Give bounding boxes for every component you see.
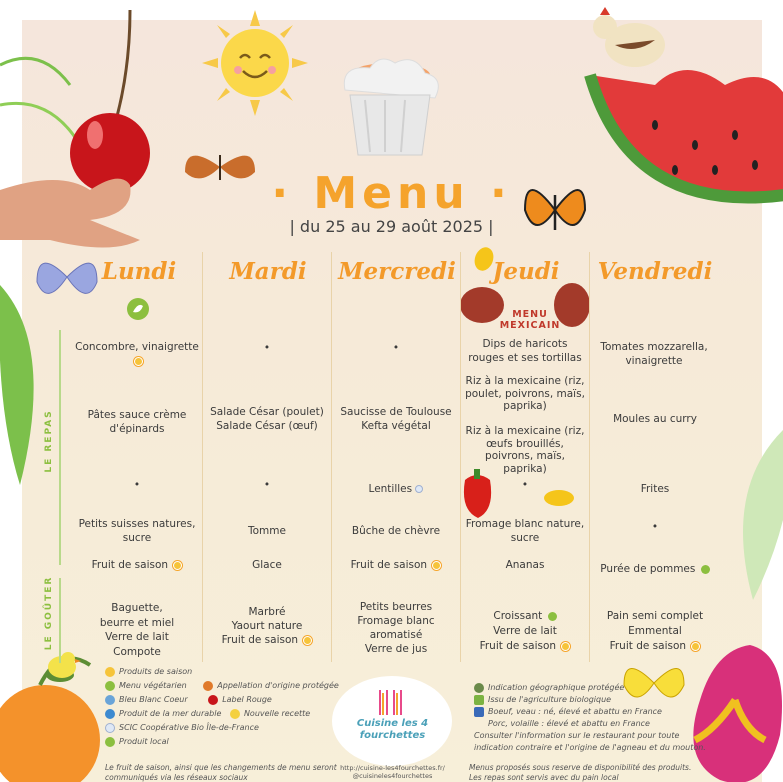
snack-item bbox=[460, 609, 590, 624]
legend-item bbox=[474, 694, 706, 706]
column-divider bbox=[202, 252, 203, 662]
legend-item bbox=[474, 706, 706, 718]
menu-title: · Menu · bbox=[271, 168, 512, 219]
vendredi-starter: Tomates mozzarella, vinaigrette bbox=[600, 341, 708, 367]
logo-text: Cuisine les 4 fourchettes bbox=[356, 718, 429, 741]
seasonal-icon bbox=[561, 642, 570, 651]
mardi-snack bbox=[202, 605, 332, 647]
vendredi-side: Frites bbox=[640, 483, 670, 495]
mercredi-main bbox=[331, 405, 461, 433]
legend-label: Porc, volaille : élevé et abattu en France bbox=[488, 719, 650, 728]
legend-label: Bleu Blanc Coeur bbox=[119, 695, 188, 704]
footer-note: communiqués via les réseaux sociaux bbox=[105, 773, 248, 782]
bio-idf-icon bbox=[105, 723, 115, 733]
snack-item: beurre et miel bbox=[99, 616, 175, 629]
snack-item-text: Fruit de saison bbox=[609, 640, 687, 652]
jeudi-dairy: Fromage blanc nature, sucre bbox=[465, 518, 585, 544]
mardi-starter: • bbox=[263, 342, 271, 354]
mardi-dessert: Glace bbox=[252, 559, 282, 571]
mardi-dairy: Tomme bbox=[248, 525, 286, 537]
legend-label: Issu de l'agriculture biologique bbox=[488, 695, 612, 704]
mercredi-dessert-text: Fruit de saison bbox=[350, 559, 428, 571]
snack-item: Compote bbox=[113, 645, 161, 658]
meals-rule bbox=[59, 330, 61, 565]
vendredi-dessert bbox=[590, 562, 720, 576]
column-divider bbox=[589, 252, 590, 662]
jeudi-main-2: Riz à la mexicaine (riz, œufs brouillés, poivrons, maïs, paprika) bbox=[465, 425, 585, 475]
snack-rule bbox=[59, 578, 61, 663]
day-header-jeudi: Jeudi bbox=[492, 258, 560, 285]
snack-item-text: Croissant bbox=[493, 610, 543, 622]
legend-item bbox=[105, 721, 339, 735]
fork-logo-icon bbox=[375, 688, 415, 718]
social-handle[interactable]: @cuisineles4fourchettes bbox=[352, 772, 433, 780]
seasonal-icon bbox=[134, 357, 143, 366]
legend-label: Label Rouge bbox=[222, 695, 272, 704]
lundi-main bbox=[72, 408, 202, 436]
lundi-starter bbox=[72, 340, 202, 368]
day-header-lundi: Lundi bbox=[101, 258, 177, 285]
mercredi-side-text: Lentilles bbox=[368, 483, 413, 495]
snack-item bbox=[202, 633, 332, 647]
vendredi-snack bbox=[590, 609, 720, 654]
igp-icon bbox=[474, 683, 484, 693]
snack-item: Baguette, bbox=[111, 602, 163, 614]
seasonal-icon bbox=[432, 561, 441, 570]
lundi-starter-text: Concombre, vinaigrette bbox=[75, 341, 199, 353]
legend-label: Produit local bbox=[119, 737, 169, 746]
main-option: Saucisse de Toulouse bbox=[340, 406, 452, 418]
snack-item bbox=[460, 639, 590, 654]
day-header-mercredi: Mercredi bbox=[338, 258, 456, 285]
sustainable-seafood-icon bbox=[105, 709, 115, 719]
footer-note: Menus proposés sous reserve de disponibilité des produits. bbox=[469, 763, 692, 772]
snack-item: Marbré bbox=[248, 606, 286, 618]
bio-idf-icon bbox=[415, 485, 423, 493]
snack-item bbox=[590, 639, 720, 654]
lundi-side: • bbox=[133, 479, 141, 491]
palm-leaf-left-illustration bbox=[0, 285, 50, 505]
jeudi-side: • bbox=[521, 479, 529, 491]
vendredi-main: Moules au curry bbox=[613, 413, 697, 425]
mercredi-dessert bbox=[331, 558, 461, 572]
seasonal-icon bbox=[691, 642, 700, 651]
legend-item bbox=[105, 679, 339, 693]
lundi-main-text: Pâtes sauce crème d'épinards bbox=[87, 409, 187, 435]
date-range: | du 25 au 29 août 2025 | bbox=[289, 217, 494, 236]
legend-left bbox=[105, 665, 339, 749]
legend-right bbox=[474, 682, 706, 754]
vegetarian-icon bbox=[105, 681, 115, 691]
snack-item: Petits beurres bbox=[359, 601, 433, 613]
bleu-blanc-coeur-icon bbox=[105, 695, 115, 705]
jeudi-main-1: Riz à la mexicaine (riz, poulet, poivrons, maïs, paprika) bbox=[465, 375, 585, 412]
palm-leaf-right-illustration bbox=[725, 430, 783, 600]
footer-note: Le fruit de saison, ainsi que les changements de menu seront bbox=[105, 763, 337, 772]
jeudi-snack bbox=[460, 609, 590, 654]
sun-illustration bbox=[200, 8, 310, 118]
main-option: Salade César (poulet) bbox=[210, 406, 324, 418]
organic-icon bbox=[474, 695, 484, 705]
mercredi-starter: • bbox=[392, 342, 400, 354]
lundi-dessert-text: Fruit de saison bbox=[91, 559, 169, 571]
legend-item bbox=[105, 735, 339, 749]
mardi-side: • bbox=[263, 479, 271, 491]
jeudi-starter: Dips de haricots rouges et ses tortillas bbox=[468, 338, 582, 364]
aop-icon bbox=[203, 681, 213, 691]
snack-item: Yaourt nature bbox=[231, 620, 303, 632]
lundi-dessert bbox=[72, 558, 202, 572]
new-recipe-icon bbox=[230, 709, 240, 719]
main-option: Kefta végétal bbox=[361, 420, 431, 432]
footer-note: Les repas sont servis avec du pain local bbox=[469, 773, 619, 782]
website-link[interactable]: http://cuisine-les4fourchettes.fr/ bbox=[340, 764, 445, 772]
vendredi-dessert-text: Purée de pommes bbox=[600, 563, 696, 575]
chef-hat-illustration bbox=[325, 35, 455, 165]
footer-left bbox=[105, 763, 337, 782]
snack-item: Pain semi complet bbox=[606, 610, 704, 622]
legend-label: Consulter l'information sur le restaurant pour toute bbox=[474, 731, 680, 740]
legend-item bbox=[105, 693, 339, 707]
meals-row-label: LE REPAS bbox=[44, 409, 54, 473]
seasonal-icon bbox=[303, 636, 312, 645]
legend-label: indication contraire et l'origine de l'agneau et du mouton. bbox=[474, 743, 706, 752]
snack-item: aromatisé bbox=[369, 629, 423, 641]
snack-item: Fromage blanc bbox=[357, 615, 435, 627]
mexican-menu-badge: MENU MEXICAIN bbox=[499, 309, 561, 331]
chicken-illustration bbox=[585, 5, 675, 75]
footer-right bbox=[469, 763, 691, 782]
day-header-vendredi: Vendredi bbox=[597, 258, 713, 285]
seasonal-icon bbox=[173, 561, 182, 570]
legend-label: Appellation d'origine protégée bbox=[217, 681, 339, 690]
lundi-snack bbox=[72, 601, 202, 659]
footer-center bbox=[335, 764, 450, 780]
vendredi-dairy: • bbox=[651, 521, 659, 533]
jeudi-dessert: Ananas bbox=[505, 559, 545, 571]
snack-row-label: LE GOÛTER bbox=[44, 575, 54, 651]
legend-label: Nouvelle recette bbox=[243, 709, 311, 718]
legend-item bbox=[105, 707, 339, 721]
mercredi-dairy: Bûche de chèvre bbox=[351, 525, 441, 537]
mercredi-snack bbox=[331, 600, 461, 656]
legend-label: Indication géographique protégée bbox=[488, 683, 625, 692]
snack-item: Emmental bbox=[628, 625, 682, 637]
snack-item: Verre de lait bbox=[493, 625, 557, 637]
snack-item-text: Fruit de saison bbox=[479, 640, 557, 652]
day-header-mardi: Mardi bbox=[229, 258, 307, 285]
legend-label: SCIC Coopérative Bio Île-de-France bbox=[119, 723, 259, 732]
snack-item: Verre de lait bbox=[105, 631, 169, 643]
local-product-icon bbox=[701, 565, 710, 574]
mardi-main bbox=[202, 405, 332, 433]
local-product-icon bbox=[105, 737, 115, 747]
legend-label: Boeuf, veau : né, élevé et abattu en France bbox=[488, 707, 662, 716]
local-product-icon bbox=[548, 612, 557, 621]
vegetarian-icon bbox=[126, 297, 150, 321]
mercredi-side bbox=[331, 482, 461, 496]
legend-label: Menu végétarien bbox=[119, 681, 187, 690]
lundi-dairy: Petits suisses natures, sucre bbox=[78, 518, 196, 544]
seasonal-icon bbox=[105, 667, 115, 677]
label-rouge-icon bbox=[208, 695, 218, 705]
snack-item-text: Fruit de saison bbox=[221, 634, 299, 646]
legend-item bbox=[105, 665, 339, 679]
snack-item: Verre de jus bbox=[364, 643, 428, 655]
legend-item bbox=[474, 682, 706, 694]
legend-label: Produit de la mer durable bbox=[119, 709, 222, 718]
france-meat-icon bbox=[474, 707, 484, 717]
legend-label: Produits de saison bbox=[119, 667, 193, 676]
main-option: Salade César (œuf) bbox=[216, 420, 318, 432]
